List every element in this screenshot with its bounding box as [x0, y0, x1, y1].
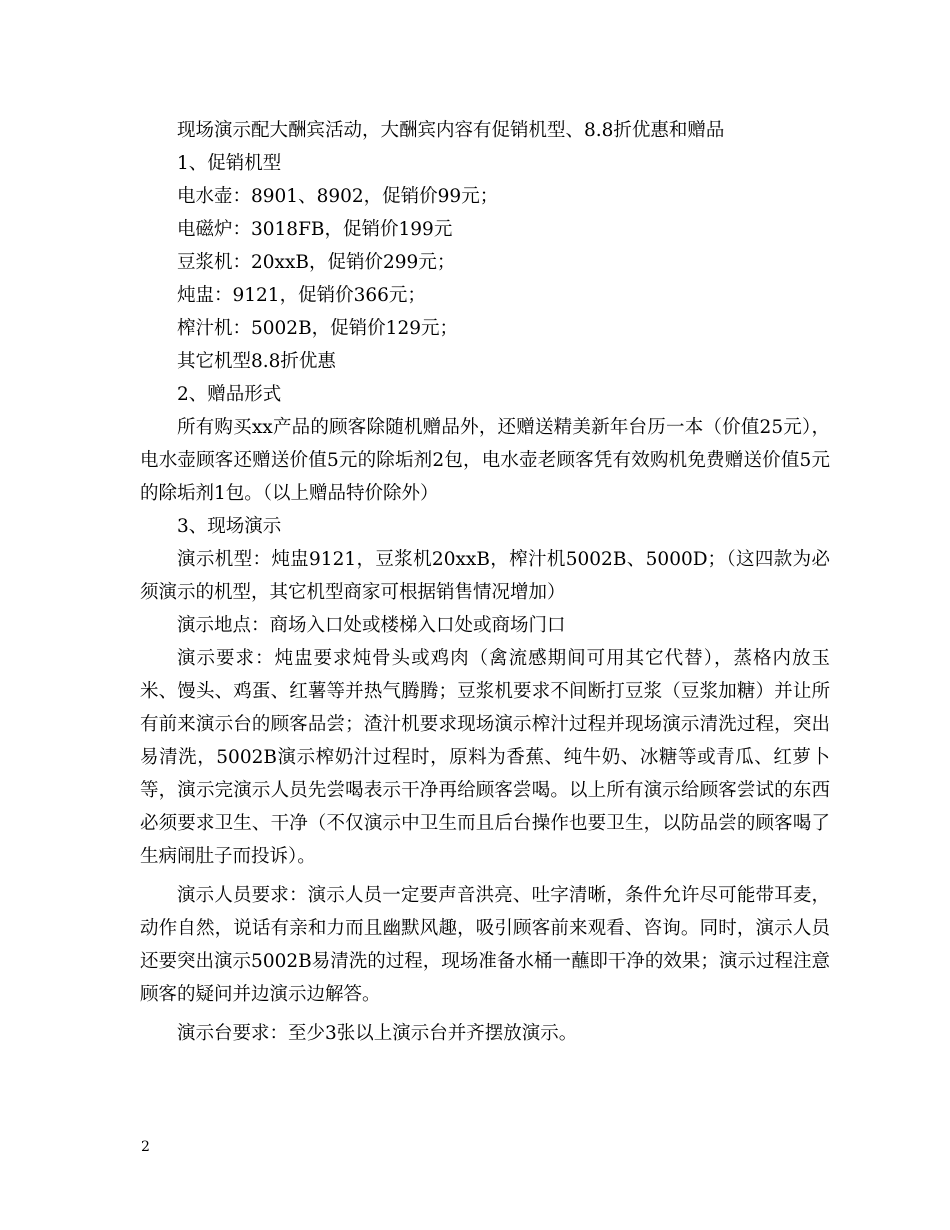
heading-gift-form: 2、赠品形式: [177, 384, 282, 405]
page-number: 2: [141, 1139, 150, 1155]
promo-item-induction-cooker: 电磁炉：3018FB，促销价199元: [177, 219, 453, 240]
paragraph-demo-models: 演示机型：炖盅9121，豆浆机20xxB，榨汁机5002B、5000D；（这四款为必须演示的机型，其它机型商家可根据销售情况增加）: [140, 549, 830, 603]
document-body: [140, 114, 830, 1050]
paragraph-gifts: 所有购买xx产品的顾客除随机赠品外，还赠送精美新年台历一本（价值25元），电水壶顾客还赠送价值5元的除垢剂2包，电水壶老顾客凭有效购机免费赠送价值5元的除垢剂1包。（以上赠品特价除外）: [140, 417, 830, 504]
heading-promo-models: 1、促销机型: [177, 153, 282, 174]
promo-item-kettle: 电水壶：8901、8902，促销价99元；: [177, 186, 499, 207]
promo-item-stew-pot: 炖盅：9121，促销价366元；: [177, 285, 426, 306]
paragraph-demo-location: 演示地点：商场入口处或楼梯入口处或商场门口: [177, 615, 566, 636]
paragraph-demo-requirements: 演示要求：炖盅要求炖骨头或鸡肉（禽流感期间可用其它代替），蒸格内放玉米、馒头、鸡蛋、红薯等并热气腾腾；豆浆机要求不间断打豆浆（豆浆加糖）并让所有前来演示台的顾客品尝；渣汁机要求现场演示榨汁过程并现场演示清洗过程，突出易清洗，5002B演示榨奶汁过程时，原料为香蕉、纯牛奶、冰糖等或青瓜、红萝卜等，演示完演示人员先尝喝表示干净再给顾客尝喝。以上所有演示给顾客尝试的东西必须要求卫生、干净（不仅演示中卫生而且后台操作也要卫生，以防品尝的顾客喝了生病闹肚子而投诉）。: [140, 648, 830, 867]
heading-live-demo: 3、现场演示: [177, 516, 282, 537]
paragraph-demo-staff-requirements: 演示人员要求：演示人员一定要声音洪亮、吐字清晰，条件允许尽可能带耳麦，动作自然，说话有亲和力而且幽默风趣，吸引顾客前来观看、咨询。同时，演示人员还要突出演示5002B易清洗的过程，现场准备水桶一蘸即干净的效果；演示过程注意顾客的疑问并边演示边解答。: [140, 885, 830, 1005]
promo-item-soymilk-maker: 豆浆机：20xxB，促销价299元；: [177, 252, 456, 273]
paragraph-demo-table-requirements: 演示台要求：至少3张以上演示台并齐摆放演示。: [177, 1023, 578, 1044]
promo-item-other-models: 其它机型8.8折优惠: [177, 351, 336, 372]
paragraph-intro: 现场演示配大酬宾活动，大酬宾内容有促销机型、8.8折优惠和赠品: [177, 120, 725, 141]
promo-item-juicer: 榨汁机：5002B，促销价129元；: [177, 318, 458, 339]
